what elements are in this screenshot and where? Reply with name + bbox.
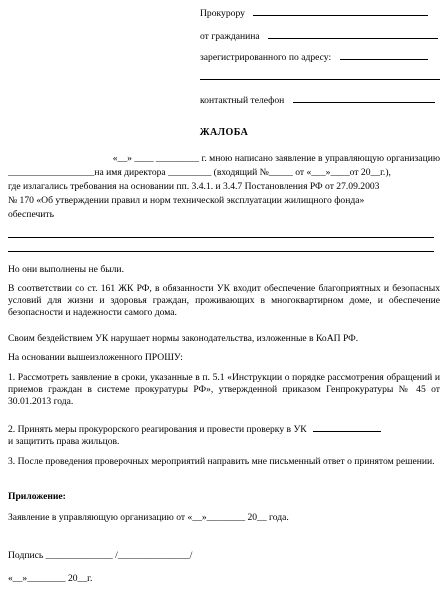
to-prosecutor-label: Прокурору	[200, 8, 245, 19]
inaction-paragraph: Своим бездействием УК нарушает нормы законодательства, изложенные в КоАП РФ.	[8, 333, 359, 344]
fill-line-2	[8, 251, 434, 252]
intro-line-1: «__» ____ _________ г. мною написано заявление в управляющую организацию	[112, 153, 440, 164]
intro-line-3: где излагались требования на основании пп. 3.4.1. и 3.4.7 Постановления РФ от 27.09.2003	[8, 181, 380, 192]
citizen-blank	[268, 29, 438, 39]
address-extra-line	[200, 70, 440, 84]
phone-line	[200, 93, 435, 107]
fill-line-1	[8, 237, 434, 238]
prosecutor-blank	[253, 6, 428, 16]
address-extra-blank	[200, 70, 440, 80]
intro-line-4: № 170 «Об утверждении правил и норм технической эксплуатации жилищного фонда»	[8, 195, 365, 206]
item-2-text: 2. Принять меры прокурорского реагирования и провести проверку в УК	[8, 424, 307, 435]
intro-line-5: обеспечить	[8, 209, 54, 220]
contact-phone-label: контактный телефон	[200, 95, 285, 106]
address-line	[200, 50, 428, 64]
date-line: «__»________ 20__г.	[8, 573, 93, 584]
from-citizen-label: от гражданина	[200, 31, 260, 42]
uk-obligations-paragraph: В соответствии со ст. 161 ЖК РФ, в обязанности УК входит обеспечение благоприятных и безопасных условий для жизни и здоровья граждан, проживающих в многоквартирном доме, и обеспечение безопасности и надежности самого дома.	[8, 283, 440, 318]
citizen-line	[200, 29, 438, 43]
attachment-text: Заявление в управляющую организацию от «__»________ 20__ года.	[8, 512, 289, 523]
uk-name-blank	[313, 422, 381, 432]
phone-blank	[293, 93, 435, 103]
prosecutor-line	[200, 6, 428, 20]
request-item-2-line-2: и защитить права жильцов.	[8, 436, 120, 447]
not-done-text: Но они выполнены не были.	[8, 264, 124, 275]
request-intro: На основании вышеизложенного ПРОШУ:	[8, 352, 183, 363]
request-item-2-line-1	[8, 422, 440, 436]
intro-line-2: __________________на имя директора _________ (входящий №_____ от «___»____от 20__г.),	[8, 167, 391, 178]
request-item-3: 3. После проведения проверочных мероприятий направить мне письменный ответ о принятом решении.	[8, 456, 435, 467]
address-blank	[340, 50, 428, 60]
signature-line: Подпись ______________ /_______________/	[8, 550, 193, 561]
attachment-label: Приложение:	[8, 491, 66, 502]
document-title: ЖАЛОБА	[199, 127, 249, 138]
request-item-1: 1. Рассмотреть заявление в сроки, указанные в п. 5.1 «Инструкции о порядке рассмотрения обращений и приемов граждан в системе прокуратуры РФ», утвержденной приказом Генпрокуратуры № 45 от 30.01.2013 года.	[8, 372, 440, 407]
registered-address-label: зарегистрированного по адресу:	[200, 52, 332, 63]
